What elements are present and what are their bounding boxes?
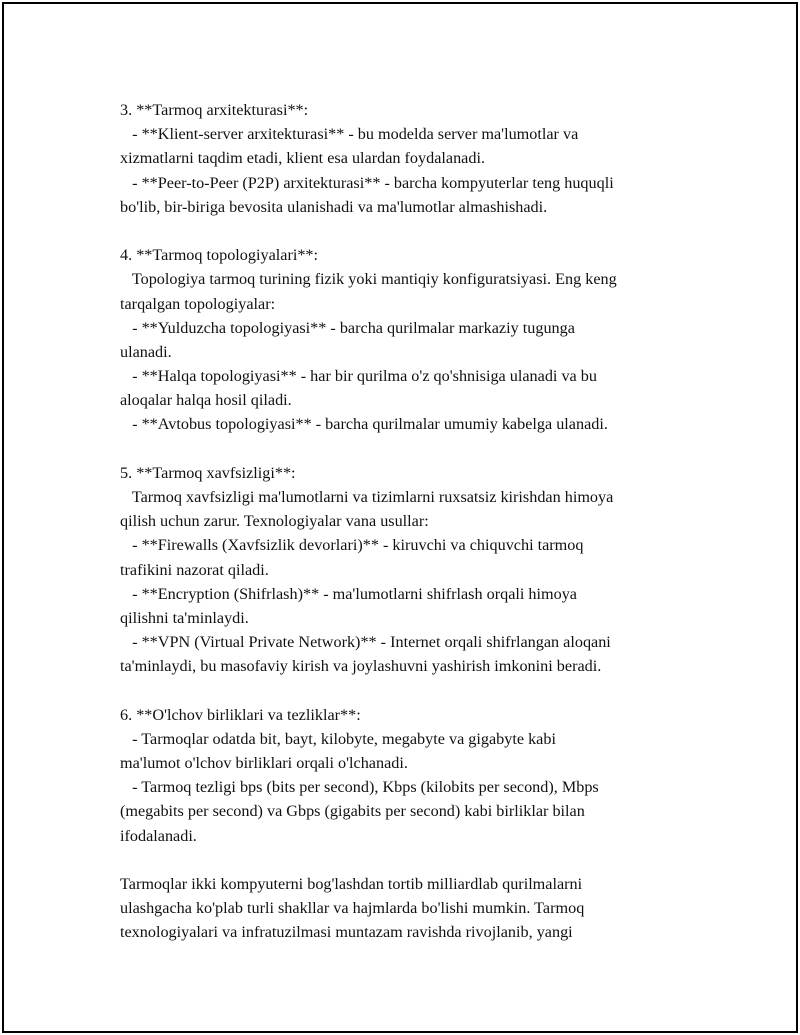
blank-line — [120, 219, 720, 243]
text-line: - **Peer-to-Peer (P2P) arxitekturasi** - barcha kompyuterlar teng huquqli — [120, 173, 614, 192]
text-line: 4. **Tarmoq topologiyalari**: — [120, 246, 319, 265]
text-line: Tarmoq xavfsizligi ma'lumotlarni va tizimlarni ruxsatsiz kirishdan himoya — [120, 488, 614, 506]
text-line: xizmatlarni taqdim etadi, klient esa ulardan foydalanadi. — [120, 149, 485, 168]
text-line: ulanadi. — [120, 342, 172, 361]
blank-line — [120, 679, 720, 703]
text-line: - Tarmoq tezligi bps (bits per second), Kbps (kilobits per second), Mbps — [120, 778, 599, 797]
text-line: ma'lumot o'lchov birliklari orqali o'lchanadi. — [120, 754, 408, 773]
document-body — [120, 98, 720, 945]
text-line: - Tarmoqlar odatda bit, bayt, kilobyte, megabyte va gigabyte kabi — [120, 729, 556, 748]
text-line: trafikini nazorat qiladi. — [120, 560, 269, 579]
text-line: bo'lib, bir-biriga bevosita ulanishadi va ma'lumotlar almashishadi. — [120, 197, 548, 216]
text-line: - **Encryption (Shifrlash)** - ma'lumotlarni shifrlash orqali himoya — [120, 584, 577, 603]
text-line: aloqalar halqa hosil qiladi. — [120, 391, 292, 410]
text-line: 5. **Tarmoq xavfsizligi**: — [120, 463, 296, 482]
blank-line — [120, 437, 720, 461]
text-line: - **Halqa topologiyasi** - har bir qurilma o'z qo'shnisiga ulanadi va bu — [120, 367, 597, 386]
text-line: 3. **Tarmoq arxitekturasi**: — [120, 101, 309, 119]
text-line: ifodalanadi. — [120, 826, 197, 845]
text-line: ulashgacha ko'plab turli shakllar va hajmlarda bo'lishi mumkin. Tarmoq — [120, 899, 585, 918]
text-line: - **Klient-server arxitekturasi** - bu modelda server ma'lumotlar va — [120, 125, 579, 144]
text-line: qilishni ta'minlaydi. — [120, 608, 249, 627]
text-line: - **Yulduzcha topologiyasi** - barcha qurilmalar markaziy tugunga — [120, 318, 575, 337]
blank-line — [120, 848, 720, 872]
text-line: Tarmoqlar ikki kompyuterni bog'lashdan tortib milliardlab qurilmalarni — [120, 875, 583, 893]
text-line: Topologiya tarmoq turining fizik yoki mantiqiy konfiguratsiyasi. Eng keng — [120, 270, 617, 289]
text-line: - **Firewalls (Xavfsizlik devorlari)** - kiruvchi va chiquvchi tarmoq — [120, 536, 584, 555]
text-line: ta'minlaydi, bu masofaviy kirish va joylashuvni yashirish imkonini beradi. — [120, 657, 602, 676]
text-line: 6. **O'lchov birliklari va tezliklar**: — [120, 705, 361, 724]
text-line: (megabits per second) va Gbps (gigabits per second) kabi birliklar bilan — [120, 802, 585, 821]
text-line: tarqalgan topologiyalar: — [120, 294, 276, 313]
text-line: - **VPN (Virtual Private Network)** - Internet orqali shifrlangan aloqani — [120, 633, 611, 652]
text-line: qilish uchun zarur. Texnologiyalar vana usullar: — [120, 512, 429, 531]
page-frame — [2, 2, 798, 1033]
text-line: - **Avtobus topologiyasi** - barcha qurilmalar umumiy kabelga ulanadi. — [120, 415, 608, 434]
text-line: texnologiyalari va infratuzilmasi muntazam ravishda rivojlanib, yangi — [120, 923, 573, 942]
